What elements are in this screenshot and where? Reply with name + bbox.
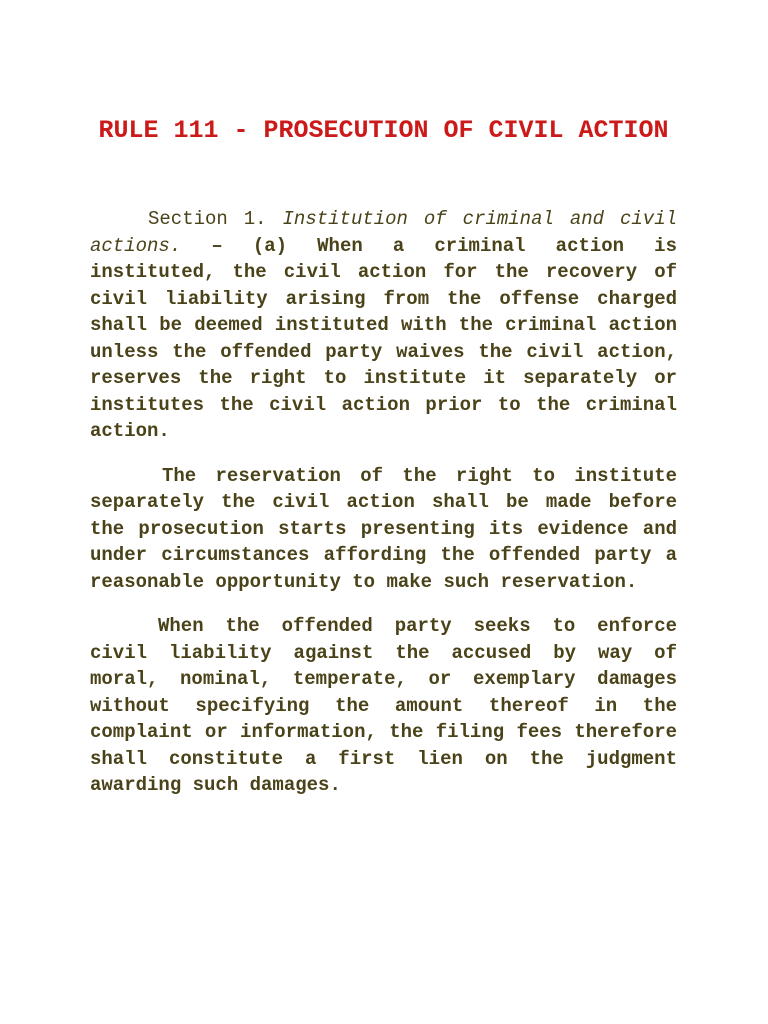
section-label: Section 1. [148,208,283,230]
reservation-paragraph: The reservation of the right to institute separately the civil action shall be made before the prosecution starts presenting its evidence and under circumstances affording the offended party a reasonable opportunity to make such reservation. [90,464,677,593]
damages-paragraph: When the offended party seeks to enforce civil liability against the accused by way of moral, nominal, temperate, or exemplary damages without specifying the amount thereof in the complaint or information, the filing fees therefore shall constitute a first lien on the judgment awarding such damages. [90,615,677,796]
document-page [90,0,677,799]
page-title: RULE 111 - PROSECUTION OF CIVIL ACTION [98,116,669,145]
paragraph-1-text: (a) When a criminal action is instituted, the civil action for the recovery of civil liability arising from the offense charged shall be deemed instituted with the criminal action unless the offended party waives the civil action, reserves the right to institute it separately or institutes the civil action prior to the criminal action. [90,234,677,442]
section-dash: – [181,234,253,257]
section-1-paragraph-a [90,206,677,445]
section-heading: Institution of criminal and civil actions. [90,208,678,257]
